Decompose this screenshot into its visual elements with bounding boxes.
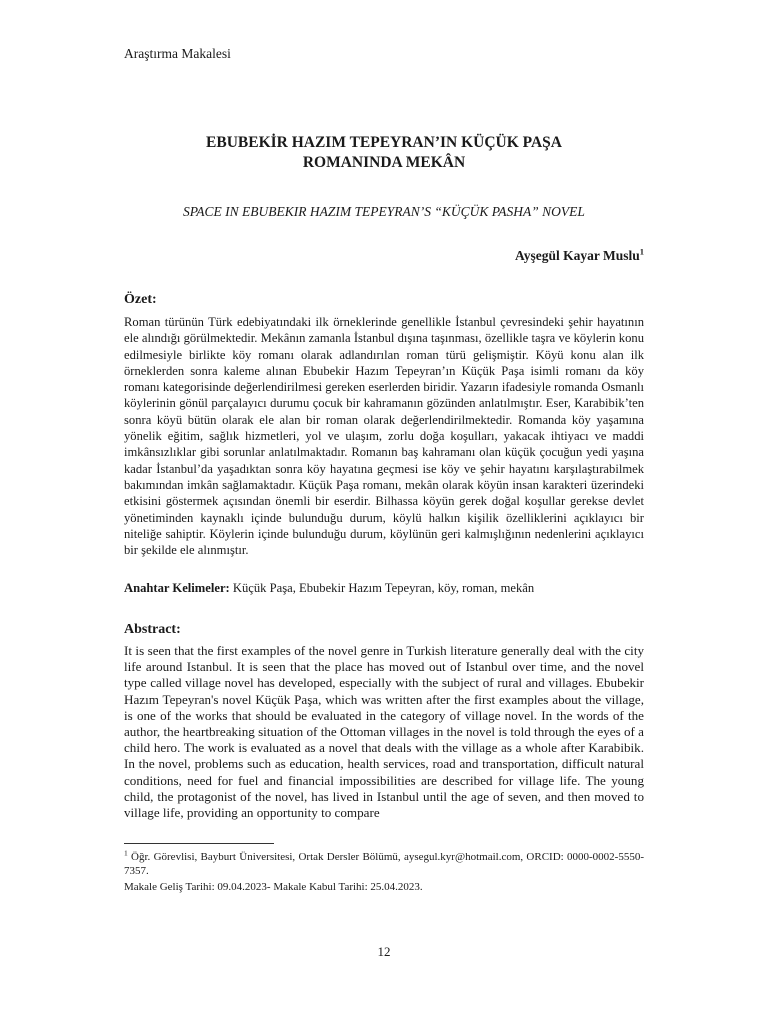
author-name: Ayşegül Kayar Muslu <box>514 248 640 263</box>
keywords-list: Küçük Paşa, Ebubekir Hazım Tepeyran, köy, roman, mekân <box>229 581 535 595</box>
footnote-divider <box>124 843 274 844</box>
english-title: SPACE IN EBUBEKIR HAZIM TEPEYRAN’S “KÜÇÜK PASHA” NOVEL <box>183 204 585 219</box>
footnote-text: Öğr. Görevlisi, Bayburt Üniversitesi, Ortak Dersler Bölümü, aysegul.kyr@hotmail.com, ORCID: 0000-0002-5550-7357. <box>124 851 644 878</box>
abstract-paragraph: It is seen that the first examples of the novel genre in Turkish literature generally deal with the city life around Istanbul. It is seen that the place has moved out of Istanbul over time, and the novel type called village novel has developed, especially with the subject of rural and villages. Ebubekir Hazım Tepeyran's novel Küçük Paşa, which was written after the first examples about the village, is one of the works that should be evaluated in the category of village novel. In the words of the author, the heartbreaking situation of the Ottoman villages in the novel is told through the eyes of a child hero. The work is evaluated as a novel that deals with the village as a whole after Karabibik. In the novel, problems such as education, health services, road and transportation, difficult natural conditions, need for fuel and financial impossibilities are described for village life. The young child, the protagonist of the novel, has lived in Istanbul until the age of seven, and then moved to village life, providing an opportunity to compare <box>124 643 644 821</box>
footnote <box>124 850 644 878</box>
article-title <box>0 133 768 173</box>
abstract-heading: Abstract: <box>124 622 181 637</box>
keywords <box>124 580 644 596</box>
ozet-heading: Özet: <box>124 292 157 307</box>
keywords-label: Anahtar Kelimeler: <box>124 581 230 595</box>
article-title-line-2: ROMANINDA MEKÂN <box>302 154 466 171</box>
article-type-label: Araştırma Makalesi <box>124 46 231 61</box>
ozet-paragraph: Roman türünün Türk edebiyatındaki ilk örneklerinde genellikle İstanbul çevresindeki şehir hayatının ele alındığı görülmektedir. Mekânın zamanla İstanbul dışına taşınması, özellikle taşra ve köylerin konu edilmesiyle birlikte köy romanı olarak adlandırılan roman türü gelişmiştir. Köyü konu alan ilk örneklerden sonra kaleme alınan Ebubekir Hazım Tepeyran’ın Küçük Paşa isimli romanı da köy romanı kategorisinde değerlendirilmesi gereken eserlerden biridir. Yazarın ifadesiyle romanda Osmanlı köylerinin gönül parçalayıcı durumu çocuk bir kahramanın gözünden anlatılmıştır. Eser, Karabibik’ten sonra köyü bütün olarak ele alan bir roman olarak değerlendirilmektedir. Romanda köy yaşamına yönelik eğitim, sağlık hizmetleri, yol ve ulaşım, zorlu doğa koşulları, yakacak ihtiyacı ve maddi imkânsızlıklar gibi sorunlar anlatılmaktadır. Romanın baş kahramanı olan küçük çocuğun yedi yaşına kadar İstanbul’da yaşadıktan sonra köy hayatına geçmesi ise köy ve şehir hayatını karşılaştırabilmek bakımından imkân sağlamaktadır. Küçük Paşa romanı, mekân olarak köyün insan karakteri üzerindeki etkisini göstermek açısından önemli bir eserdir. Bilhassa köyün gerek doğal koşullar gerekse devlet yönetiminden kaynaklı içinde bulunduğu durum, köylü halkın kişilik özelliklerini açıklayıcı bir niteliğe sahiptir. Köylerin içinde bulunduğu durum, köylünün geri kalmışlığının nedenlerini açıklayıcı bir şekilde ele alınmıştır. <box>124 315 644 558</box>
article-title-line-1: EBUBEKİR HAZIM TEPEYRAN’IN KÜÇÜK PAŞA <box>206 134 562 151</box>
author-footnote-mark[interactable]: 1 <box>639 246 644 257</box>
footnote-mark: 1 <box>124 848 128 858</box>
author <box>515 248 644 264</box>
page-number: 12 <box>377 944 391 959</box>
submission-dates: Makale Geliş Tarihi: 09.04.2023- Makale Kabul Tarihi: 25.04.2023. <box>124 881 423 893</box>
